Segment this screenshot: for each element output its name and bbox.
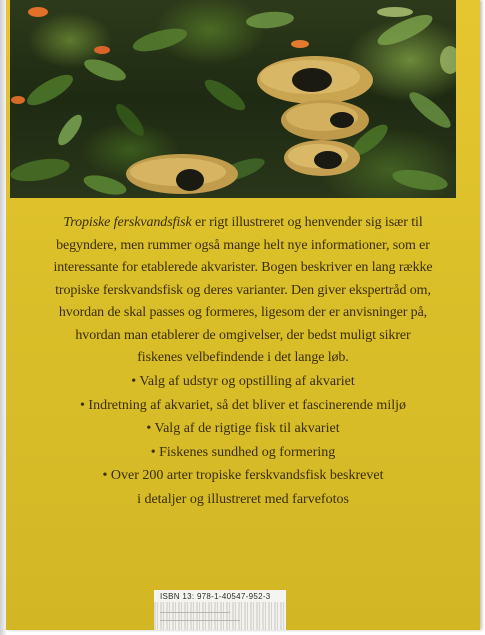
clay-pot-middle: [281, 100, 369, 140]
feature-item: • Over 200 arter tropiske ferskvandsfisk beskrevet: [102, 468, 384, 483]
description-line: interessante for etablerede akvarister. Bogen beskriver en lang række: [53, 260, 433, 275]
barcode: [154, 602, 286, 630]
description-text: [24, 212, 462, 370]
clay-pot-top: [257, 56, 373, 104]
description-line: Tropiske ferskvandsfisk er rigt illustreret og henvender sig især til: [63, 215, 423, 230]
description-line: tropiske ferskvandsfisk og deres varianter. Den giver ekspertråd om,: [55, 282, 431, 298]
clay-pot-bottom-right: [284, 140, 360, 176]
feature-item: • Valg af de rigtige fisk til akvariet: [146, 421, 340, 436]
description-line: fiskenes velbefindende i det lange løb.: [137, 350, 349, 365]
isbn-sticker: [154, 590, 286, 630]
aquarium-scene: [10, 0, 456, 198]
description-line: begyndere, men rummer også mange helt nye informationer, som er: [56, 237, 430, 253]
description-line: hvordan de skal passes og formeres, ligesom der er anvisninger på,: [58, 305, 428, 320]
feature-item: i detaljer og illustreret med farvefotos: [137, 491, 349, 507]
feature-list: [24, 370, 462, 511]
book-title-italic: Tropiske ferskvandsfisk: [63, 215, 192, 230]
isbn-number: ISBN 13: 978-1-40547-952-3: [160, 592, 271, 601]
feature-item: • Fiskenes sundhed og formering: [150, 444, 336, 460]
book-back-cover: [6, 0, 480, 630]
sticker-line: [160, 620, 240, 621]
clay-pot-bottom-left: [126, 154, 238, 194]
feature-item: • Indretning af akvariet, så det bliver et fascinerende miljø: [80, 397, 406, 413]
feature-item: • Valg af udstyr og opstilling af akvariet: [131, 374, 355, 389]
sticker-line: [160, 612, 230, 613]
description-line: hvordan man etablerer de omgivelser, der bedst muligt sikrer: [75, 327, 411, 343]
aquarium-photo: [10, 0, 456, 198]
